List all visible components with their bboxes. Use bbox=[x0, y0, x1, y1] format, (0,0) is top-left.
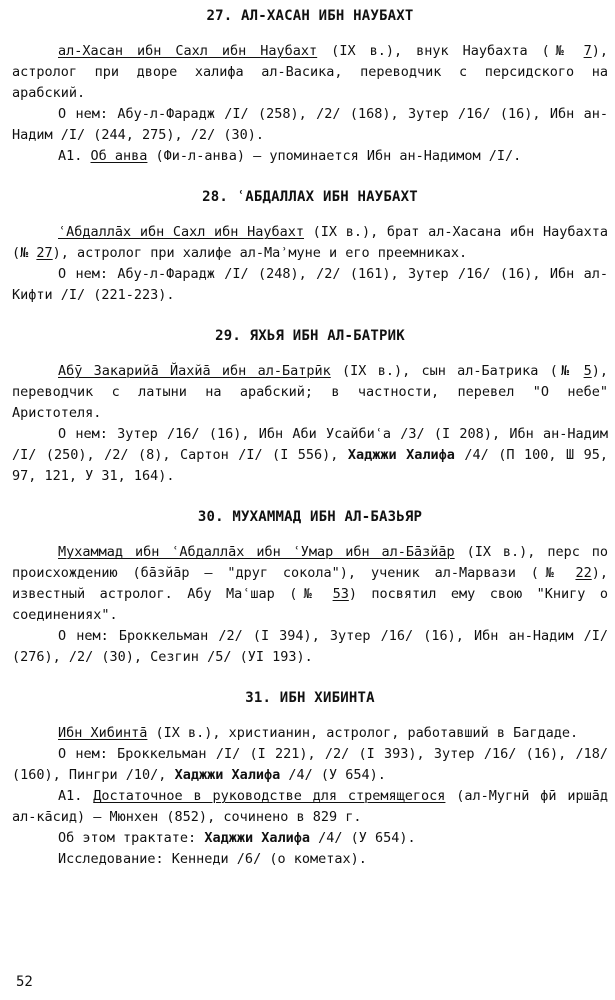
section-27-work-title: Об анва bbox=[90, 148, 148, 164]
section-29-intro: Абӯ Закарийā Йахйā ибн ал-Батрӣк (IX в.), сын ал-Батрика (№ 5), переводчик с латыни на арабский; в частности, перевел "О небе" Аристотеля. bbox=[12, 363, 608, 421]
section-27-work: А1. Об анва (Фи-л-анва) – упоминается Ибн ан-Надимом /I/. bbox=[58, 148, 522, 164]
section-28-heading: 28. ʿАБДАЛЛАХ ИБН НАУБАХТ bbox=[202, 189, 418, 205]
section-31-about: О нем: Броккельман /I/ (I 221), /2/ (I 393), Зутер /16/ (16), /18/ (160), Пингри /10/, Хаджжи Халифа /4/ (У 654). bbox=[12, 746, 608, 783]
section-27-name: ал-Хасан ибн Сахл ибн Наубахт bbox=[58, 43, 318, 59]
section-29-hadjji: Хаджжи Халифа bbox=[347, 447, 455, 463]
section-29-ref: 5 bbox=[583, 363, 592, 379]
section-29-about: О нем: Зутер /16/ (16), Ибн Аби Усайбиʿа /3/ (I 208), Ибн ан-Надим /I/ (250), /2/ (8), Сартон /I/ (I 556), Хаджжи Халифа /4/ (П 100, Ш 95, 97, 121, У 31, 164). bbox=[12, 426, 608, 484]
section-27-intro: ал-Хасан ибн Сахл ибн Наубахт (IX в.), внук Наубахта (№ 7), астролог при дворе халифа ал-Васика, переводчик с персидского на арабский. bbox=[12, 43, 608, 101]
section-29-heading: 29. ЯХЬЯ ИБН АЛ-БАТРИК bbox=[215, 328, 405, 344]
section-28-ref: 27 bbox=[36, 245, 53, 261]
section-30-ref-2: 53 bbox=[332, 586, 349, 602]
section-28-name: ʿАбдаллāх ибн Сахл ибн Наубахт bbox=[58, 224, 304, 240]
section-31-work: А1. Достаточное в руководстве для стремящегося (ал-Мугнӣ фӣ иршāд ал-кāсид) – Мюнхен (852), сочинено в 829 г. bbox=[12, 788, 608, 825]
section-31-heading: 31. ИБН ХИБИНТА bbox=[245, 690, 375, 706]
section-31-name: Ибн Хибинтā bbox=[58, 725, 148, 741]
section-27-ref: 7 bbox=[583, 43, 592, 59]
section-31-treatise: Об этом трактате: Хаджжи Халифа /4/ (У 654). bbox=[58, 830, 416, 846]
section-30-ref-1: 22 bbox=[575, 565, 592, 581]
section-30-intro: Мухаммад ибн ʿАбдаллāх ибн ʿУмар ибн ал-Бāзйāр (IX в.), перс по происхождению (бāзйāр – "друг сокола"), ученик ал-Марвази (№ 22), известный астролог. Абу Маʿшар (№ 53) посвятил ему свою "Книгу о соединениях". bbox=[12, 544, 609, 623]
section-28-about: О нем: Абу-л-Фарадж /I/ (248), /2/ (161), Зутер /16/ (16), Ибн ал-Кифти /I/ (221-223). bbox=[12, 266, 608, 303]
page-number: 52 bbox=[16, 974, 33, 990]
section-27-heading: 27. АЛ-ХАСАН ИБН НАУБАХТ bbox=[206, 8, 414, 24]
section-30-name: Мухаммад ибн ʿАбдаллāх ибн ʿУмар ибн ал-Бāзйāр bbox=[58, 544, 455, 560]
section-31-hadjji: Хаджжи Халифа bbox=[174, 767, 281, 783]
section-29-name: Абӯ Закарийā Йахйā ибн ал-Батрӣк bbox=[58, 363, 331, 379]
document-page bbox=[12, 6, 608, 870]
section-30-about: О нем: Броккельман /2/ (I 394), Зутер /16/ (16), Ибн ан-Надим /I/ (276), /2/ (30), Сезгин /5/ (УI 193). bbox=[12, 628, 608, 665]
section-27-about: О нем: Абу-л-Фарадж /I/ (258), /2/ (168), Зутер /16/ (16), Ибн ан-Надим /I/ (244, 275), /2/ (30). bbox=[12, 106, 608, 143]
section-28-intro: ʿАбдаллāх ибн Сахл ибн Наубахт (IX в.), брат ал-Хасана ибн Наубахта (№ 27), астролог при халифе ал-Маʾмуне и его преемниках. bbox=[12, 224, 608, 261]
section-30-heading: 30. МУХАММАД ИБН АЛ-БАЗЬЯР bbox=[197, 509, 423, 525]
section-31-treatise-hadjji: Хаджжи Халифа bbox=[204, 830, 310, 846]
section-31-research: Исследование: Кеннеди /6/ (о кометах). bbox=[58, 851, 367, 867]
section-31-intro: Ибн Хибинтā (IX в.), христианин, астролог, работавший в Багдаде. bbox=[58, 725, 579, 741]
section-31-work-title: Достаточное в руководстве для стремящегося bbox=[93, 788, 446, 804]
